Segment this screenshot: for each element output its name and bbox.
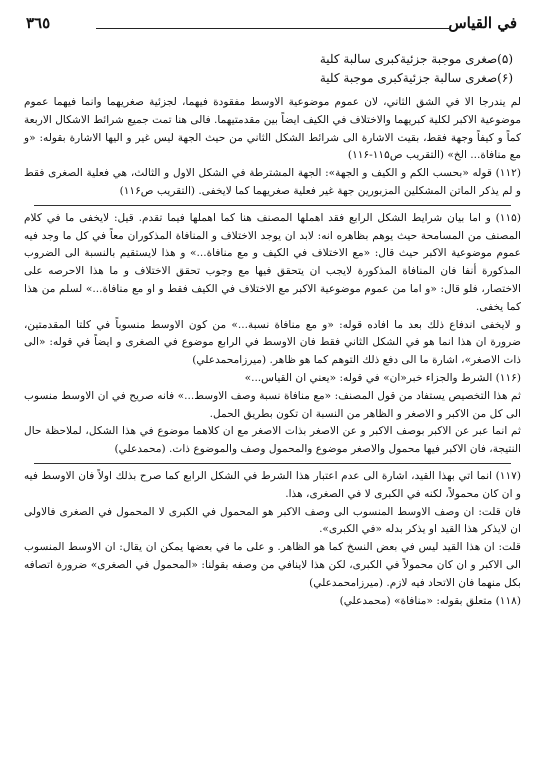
paragraph: ثم انما عبر عن الاكبر بوصف الاكبر و عن الاصغر بذات الاصغر مع ان كلاهما موضوع في هذا الشكل، لملاحظة حال النتيجة، فان الاكبر فيها محمول والاصغر موضوع والمحمول وصف والموضوع ذات. (محمدعلي) [24,425,521,456]
figure-minor: (۵)صغرى موجبة جزئية [400,52,513,66]
page-number: ٣٦٥ [26,14,51,32]
footnote: (١١۵) و اما بيان شرايط الشكل الرابع فقد اهملها المصنف هنا كما اهملها فيما تقدم. قيل: لايخفى ما في كلام المصنف من المسامحة حيث يوهم بظاهره انه: لابد ان يوجد الاختلاف و المنافاة المذكوران معاً في كل ما وجد فيه عموم موضوعية الاكبر حيث قال: «مع الاختلاف في الكيف و مع منافاة...» و هذا لايستقيم بالنسبة الى الضروب المذكورة أنفا فان المنافاة المذكورة لايجب ان يتحقق فيها مع وجوب تحقق الاختلاف و ما هذا الاحرصه على الاختصار، فلو قال: «و اما من عموم موضوعية الاكبر مع الاختلاف في الكيف فقط و او مع منافاة...» لسلم من هذا كما يخفى. [24,211,521,313]
paragraph: فان قلت: ان وصف الاوسط المنسوب الى وصف الاكبر هو المحمول في الكبرى لا المحمول في الصغرى فالاولى ان لايذكر هذا القيد او يذكر بدله «في الكبرى». [24,505,521,536]
header-rule [96,28,451,29]
figure-major: كبرى موجبة كلية [319,71,403,85]
figure-row [319,69,513,88]
footnote: (١١٧) انما اتي بهذا القيد، اشارة الى عدم اعتبار هذا الشرط في الشكل الرابع كما صرح بذلك اولاً فان الاوسط فيه و ان كان محمولاً، لكنه في الكبرى لا في الصغرى، هذا. [24,469,521,500]
paragraph: قلت: ان هذا القيد ليس في بعض النسخ كما هو الظاهر. و على ما في بعضها يمكن ان يقال: ان الاوسط المنسوب الى الاكبر و ان كان محمولاً في الكبرى، لكن هذا لاينافي من وصفه بقولنا: «المحمول في الصغرى» ضرورة اتصافه بكل منهما فان الاتحاد فيه لازم. (ميرزامحمدعلي) [24,541,521,589]
syllogism-figures [120,50,513,88]
figure-row [319,50,513,69]
figure-minor: (۶)صغرى سالبة جزئية [402,71,513,85]
paragraph: و لايخفى اندفاع ذلك بعد ما افاده قوله: «و مع منافاة نسبة...» من كون الاوسط منسوباً في كلتا المقدمتين، ضرورة ان هذا انما هو في الشكل الثاني فقط فان الاوسط في الرابع موضوع في الصغرى و ايضاً في قوله: «الى ذات الاصغر»، اشارة ما الى دفع ذلك التوهم كما هو ظاهر. (ميرزامحمدعلي) [24,318,521,367]
paragraph: ثم هذا التخصيص يستفاد من قول المصنف: «مع منافاة نسبة وصف الاوسط...» فانه صريح في ان الاوسط منسوب الى كل من الاكبر و الاصغر و الظاهر من النسبة ان تكون بطريق الحمل. [24,389,521,420]
footnote: (١١٢) قوله «بحسب الكم و الكيف و الجهة»: الجهة المشترطة في الشكل الاول و الثالث، هي فعلية الصغرى فقط و لم يذكر الماتن المشكلين المزبورين جهة غير فعلية صغريهما كما لايخفى. (التقريب ص١١۶) [24,167,521,197]
running-title: في القياس [448,14,517,32]
section-divider [34,205,511,206]
paragraph: لم يندرجا الا في الشق الثاني، لان عموم موضوعية الاوسط مفقودة فيهما، لجزئية صغريهما وانما فيهما عموم موضوعية الاكبر لكلية كبريهما والاختلاف في الكيف ايضاً بين مقدمتيهما. فالى هنا تمت جميع شرائط الاشكال الاربعة كماً و كيفاً وجهة فقط، بقيت الاشارة الى شرائط الشكل الثاني من حيث الجهة ليس غير و اليها الاشارة بقوله: «و مع منافاة... الخ» (التقريب ص١١۵-١١۶) [24,96,521,162]
footnote: (١١۶) الشرط والجزاء خبر«ان» في قوله: «يعني ان القياس...» [244,371,521,384]
text-body [24,94,521,610]
section-divider [34,463,511,464]
footnote: (١١٨) متعلق بقوله: «منافاة» (محمدعلي) [339,594,521,607]
figure-major: كبرى سالبة كلية [319,52,401,66]
page-header [26,14,517,40]
